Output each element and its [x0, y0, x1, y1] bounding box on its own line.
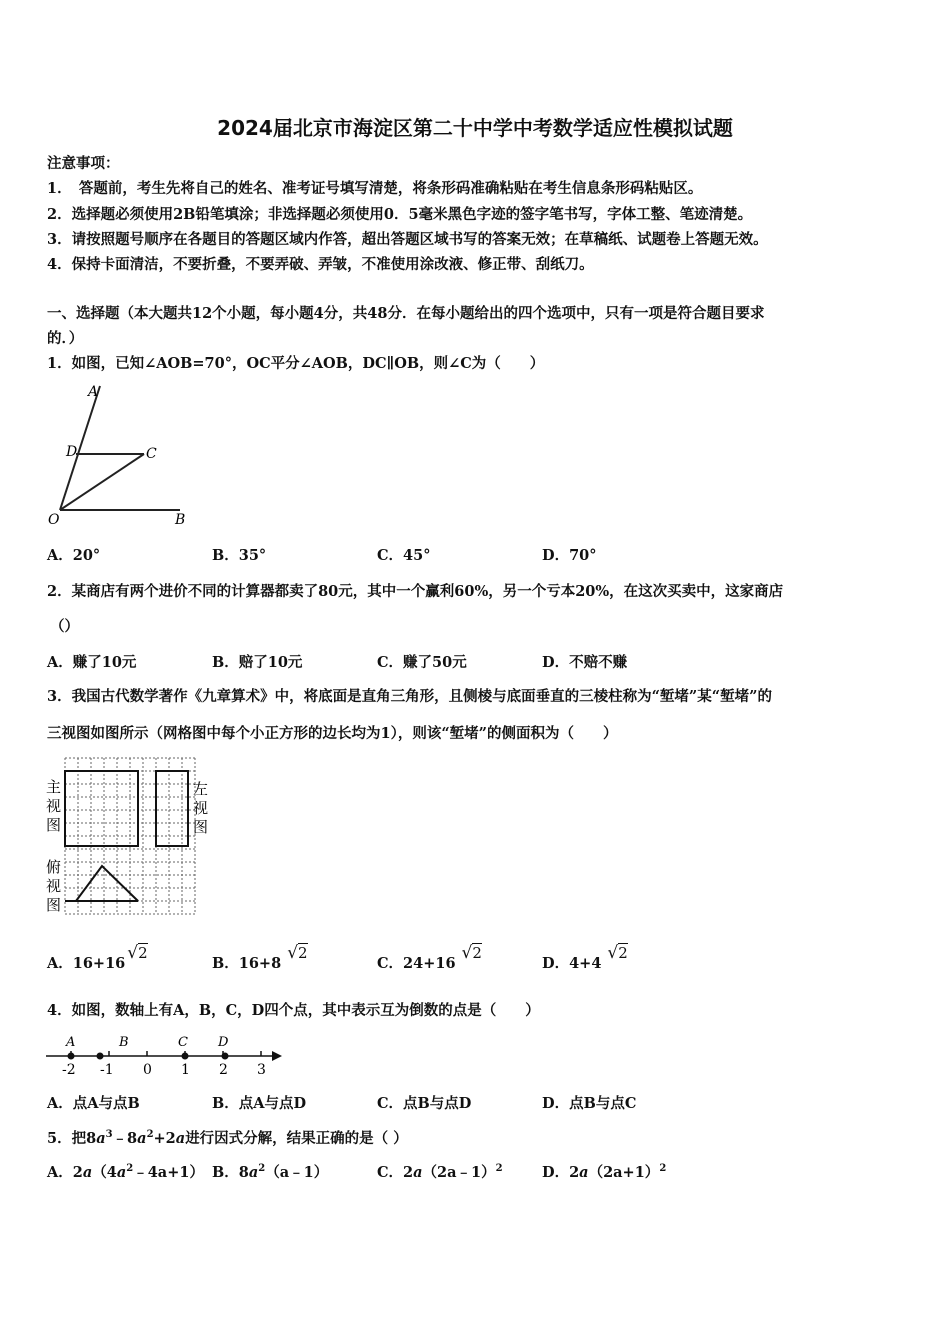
q3-top-label-3: 图: [46, 896, 62, 914]
q5-var: a: [96, 1130, 106, 1147]
q5-option-d-rest: （2a+1）: [588, 1164, 660, 1181]
q1-option-b[interactable]: B．35°: [212, 547, 267, 564]
q3-front-label-3: 图: [46, 816, 62, 834]
q5-exp2: 2: [659, 1163, 667, 1175]
q3-top-label-2: 视: [46, 877, 62, 895]
q5-option-b-rest: （a﹣1）: [265, 1164, 329, 1181]
q1-label-a: A: [88, 384, 99, 400]
arrow-right-icon: [272, 1051, 282, 1061]
q2-option-d[interactable]: D．不赔不赚: [542, 654, 628, 671]
q5-var: a: [175, 1130, 186, 1147]
q3-stem-line1: 3．我国古代数学著作《九章算术》中，将底面是直角三角形，且侧棱与底面垂直的三棱柱称为“堑堵”某“堑堵”的: [47, 688, 772, 705]
q5-exp2: 2: [258, 1163, 266, 1175]
notice-item-2: 2．选择题必须使用2B铅笔填涂；非选择题必须使用0．5毫米黑色字迹的签字笔书写，字体工整、笔迹清楚。: [47, 206, 753, 223]
q3-option-c-label: C．24+16: [377, 955, 456, 972]
q5-exp2: 2: [146, 1129, 154, 1141]
q5-option-a-mid: （4: [92, 1164, 117, 1181]
q5-option-a[interactable]: [47, 1161, 204, 1182]
q5-exp2: 2: [495, 1163, 503, 1175]
q4-option-c[interactable]: C．点B与点D: [377, 1095, 472, 1112]
q2-stem-line2: （）: [50, 618, 79, 635]
q3-option-c-root: 2: [472, 944, 482, 962]
q3-option-b[interactable]: [212, 943, 308, 973]
q5-stem-prefix: 5．把8: [47, 1130, 97, 1147]
notice-heading: 注意事项：: [47, 155, 120, 172]
tick-label: -1: [100, 1062, 114, 1076]
q1-option-d[interactable]: D．70°: [542, 547, 597, 564]
q4-option-a[interactable]: A．点A与点B: [47, 1095, 140, 1112]
q3-front-label-1: 主: [46, 778, 62, 796]
q3-left-label-3: 图: [193, 818, 209, 836]
q5-option-b[interactable]: [212, 1161, 328, 1182]
point-label-d: D: [218, 1035, 229, 1050]
tick-label: 1: [181, 1062, 190, 1076]
point-b: [97, 1053, 104, 1060]
q5-exp3: 3: [105, 1129, 113, 1141]
point-label-b: B: [119, 1035, 129, 1050]
point-label-a: A: [66, 1035, 76, 1050]
q1-label-b: B: [175, 512, 186, 528]
q1-label-c: C: [146, 446, 157, 462]
page-title: 2024届北京市海淀区第二十中学中考数学适应性模拟试题: [217, 116, 733, 140]
q1-option-a[interactable]: A．20°: [47, 547, 101, 564]
q5-var: a: [137, 1130, 147, 1147]
q3-top-label-1: 俯: [46, 858, 62, 876]
q5-var: a: [116, 1164, 127, 1181]
q5-var: a: [248, 1164, 259, 1181]
q5-stem: [47, 1127, 408, 1148]
radical-sign-icon: √: [287, 943, 299, 963]
q1-label-o: O: [48, 512, 60, 528]
q4-option-b[interactable]: B．点A与点D: [212, 1095, 307, 1112]
tick-label: 3: [257, 1062, 266, 1076]
section-header-line2: 的．）: [47, 330, 84, 347]
radical-sign-icon: √: [127, 943, 139, 963]
q5-option-c-pre: C．2: [377, 1164, 414, 1181]
q3-three-view-figure: [44, 756, 216, 918]
q3-option-c[interactable]: [377, 943, 482, 973]
q1-option-c[interactable]: C．45°: [377, 547, 431, 564]
q5-option-c-rest: （2a﹣1）: [422, 1164, 496, 1181]
point-a: [68, 1053, 75, 1060]
q5-stem-mid2: +2: [153, 1130, 176, 1147]
q5-option-d-pre: D．2: [542, 1164, 580, 1181]
q3-option-d-root: 2: [618, 944, 628, 962]
q3-option-b-root: 2: [298, 944, 308, 962]
q5-option-a-pre: A．2: [47, 1164, 83, 1181]
q5-option-a-rest: ﹣4a+1）: [133, 1164, 204, 1181]
q2-option-a[interactable]: A．赚了10元: [47, 654, 137, 671]
q3-option-b-label: B．16+8: [212, 955, 282, 972]
q1-stem: 1．如图，已知∠AOB=70°，OC平分∠AOB，DC∥OB，则∠C为（ ）: [47, 355, 545, 372]
q2-option-c[interactable]: C．赚了50元: [377, 654, 467, 671]
q4-option-d[interactable]: D．点B与点C: [542, 1095, 637, 1112]
q5-var: a: [413, 1164, 423, 1181]
q5-stem-suffix: 进行因式分解，结果正确的是（ ）: [185, 1130, 408, 1147]
q5-option-d[interactable]: [542, 1161, 666, 1182]
q1-label-d: D: [66, 444, 78, 460]
q5-var: a: [579, 1164, 589, 1181]
q3-option-a[interactable]: [47, 943, 148, 973]
q5-exp2: 2: [126, 1163, 134, 1175]
tick-label: 2: [219, 1062, 228, 1076]
q4-stem: 4．如图，数轴上有A，B，C，D四个点，其中表示互为倒数的点是（ ）: [47, 1002, 540, 1019]
notice-item-3: 3．请按照题号顺序在各题目的答题区域内作答，超出答题区域书写的答案无效；在草稿纸、试题卷上答题无效。: [47, 231, 768, 248]
q4-number-line: [42, 1032, 286, 1076]
q5-stem-mid1: ﹣8: [112, 1130, 138, 1147]
q2-option-b[interactable]: B．赔了10元: [212, 654, 303, 671]
q3-option-d[interactable]: [542, 943, 628, 973]
tick-label: -2: [62, 1062, 76, 1076]
q5-option-b-pre: B．8: [212, 1164, 249, 1181]
q3-stem-line2: 三视图如图所示（网格图中每个小正方形的边长均为1），则该“堑堵”的侧面积为（ ）: [47, 725, 618, 742]
section-header-line1: 一、选择题（本大题共12个小题，每小题4分，共48分．在每小题给出的四个选项中，只有一项是符合题目要求: [47, 305, 765, 322]
notice-item-1: 1． 答题前，考生先将自己的姓名、准考证号填写清楚，将条形码准确粘贴在考生信息条形码粘贴区。: [47, 180, 703, 197]
q3-option-a-label: A．16+16: [47, 955, 126, 972]
notice-item-4: 4．保持卡面清洁，不要折叠，不要弄破、弄皱，不准使用涂改液、修正带、刮纸刀。: [47, 256, 594, 273]
q2-stem-line1: 2．某商店有两个进价不同的计算器都卖了80元，其中一个赢利60%，另一个亏本20%，在这次买卖中，这家商店: [47, 583, 784, 600]
q3-option-d-label: D．4+4: [542, 955, 602, 972]
q3-left-label-1: 左: [193, 780, 209, 798]
q3-option-a-root: 2: [138, 944, 148, 962]
q5-option-c[interactable]: [377, 1161, 503, 1182]
radical-sign-icon: √: [461, 943, 473, 963]
tick-label: 0: [143, 1062, 152, 1076]
point-c: [182, 1053, 189, 1060]
point-label-c: C: [178, 1035, 188, 1050]
radical-sign-icon: √: [607, 943, 619, 963]
q3-left-label-2: 视: [193, 799, 209, 817]
q1-figure: [40, 378, 200, 534]
q5-var: a: [82, 1164, 93, 1181]
point-d: [222, 1053, 229, 1060]
q3-front-label-2: 视: [46, 797, 62, 815]
